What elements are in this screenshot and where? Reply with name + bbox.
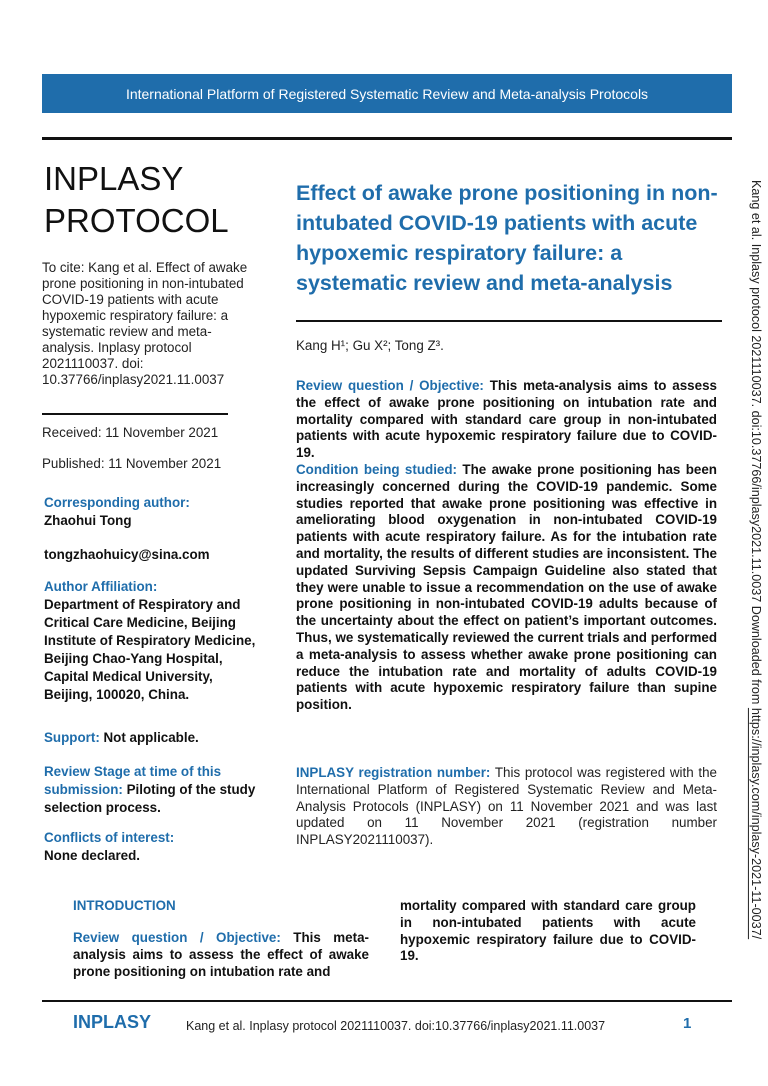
page-number: 1 [683, 1015, 692, 1032]
support-text: Not applicable. [103, 730, 199, 745]
review-stage-text: Piloting of the study selection process. [44, 782, 256, 815]
introduction-column-2: mortality compared with standard care group in non-intubated patients with acute hypoxemic respiratory failure due to COVID-19. [400, 898, 696, 964]
brand-line-1: INPLASY [44, 160, 184, 197]
affiliation-label: Author Affiliation: [44, 579, 158, 594]
review-stage [44, 763, 264, 817]
introduction-text-a: This meta-analysis aims to assess the effect of awake prone positioning on intubation rate and [73, 930, 369, 979]
corresponding-email[interactable]: tongzhaohuicy@sina.com [44, 547, 210, 562]
left-rule [42, 413, 228, 415]
conflicts-of-interest [44, 829, 264, 865]
support-label: Support: [44, 730, 100, 745]
registration-text: This protocol was registered with the International Platform of Registered Systematic Review and Meta-Analysis Protocols (INPLASY) on 11 November 2021 and was last updated on 11 November 2021 (registration number INPLASY2021110037). [296, 765, 717, 848]
introduction-label: Review question / Objective: [73, 930, 281, 945]
top-rule [42, 137, 732, 140]
registration-label: INPLASY registration number: [296, 765, 491, 780]
brand-line-2: PROTOCOL [44, 202, 229, 239]
objective-paragraph [296, 378, 717, 462]
introduction-heading: INTRODUCTION [73, 898, 176, 913]
paper-title: Effect of awake prone positioning in non-intubated COVID-19 patients with acute hypoxemic respiratory failure: a systematic review and meta-analysis [296, 181, 718, 295]
title-rule [296, 320, 722, 322]
abstract [296, 378, 717, 714]
footer-citation: Kang et al. Inplasy protocol 2021110037. doi:10.37766/inplasy2021.11.0037 [186, 1019, 606, 1033]
footer-brand: INPLASY [73, 1012, 152, 1032]
review-stage-label: Review Stage at time of this submission: [44, 764, 222, 797]
condition-label: Condition being studied: [296, 461, 458, 477]
side-download-note [749, 180, 763, 939]
side-note-text: Kang et al. Inplasy protocol 2021110037. doi:10.37766/inplasy2021.11.0037 Downloaded from [749, 180, 763, 708]
author-affiliation [44, 578, 264, 704]
corresponding-author [44, 494, 264, 564]
authors: Kang H¹; Gu X²; Tong Z³. [296, 338, 444, 353]
side-note-link[interactable]: https://inplasy.com/inplasy-2021-11-0037/ [749, 707, 763, 940]
published-date: Published: 11 November 2021 [42, 456, 222, 471]
support [44, 729, 264, 747]
conflicts-label: Conflicts of interest: [44, 830, 175, 845]
condition-text: The awake prone positioning has been increasingly concerned during the COVID-19 pandemic. Some studies reported that awake prone positioning was effective in ameliorating blood oxygenation in non-intubated COVID-19 patients with acute respiratory failure. As for the intubation rate and mortality, the results of different studies are inconsistent. The updated Surviving Sepsis Campaign Guideline also stated that they were unable to issue a recommendation on the use of awake prone positioning in non-intubated COVID-19 adults because of the uncertainty about the effect on patient’s important outcomes. Thus, we systematically reviewed the current trials and performed a meta-analysis to assess whether awake prone positioning can reduce the intubation rate and mortality of adults COVID-19 patients with acute hypoxemic respiratory failure than supine position. [296, 461, 717, 713]
received-date: Received: 11 November 2021 [42, 425, 219, 440]
introduction-column-1 [73, 930, 369, 980]
condition-paragraph [296, 462, 717, 714]
conflicts-text: None declared. [44, 848, 140, 863]
affiliation-text: Department of Respiratory and Critical Care Medicine, Beijing Institute of Respiratory Medicine, Beijing Chao-Yang Hospital, Capital Medical University, Beijing, 100020, China. [44, 597, 256, 702]
banner-text: International Platform of Registered Systematic Review and Meta-analysis Protocols [125, 85, 649, 102]
citation: To cite: Kang et al. Effect of awake prone positioning in non-intubated COVID-19 patients with acute hypoxemic respiratory failure: a systematic review and meta-analysis. Inplasy protocol 2021110037. doi: 10.37766/inplasy2021.11.0037 [42, 260, 248, 387]
journal-brand [44, 158, 264, 242]
objective-label: Review question / Objective: [296, 378, 484, 393]
registration-paragraph [296, 765, 717, 849]
header-banner [42, 74, 732, 113]
corresponding-label: Corresponding author: [44, 495, 190, 510]
corresponding-name: Zhaohui Tong [44, 513, 132, 528]
footer-rule [42, 1000, 732, 1002]
objective-text: This meta-analysis aims to assess the effect of awake prone positioning on intubation rate and mortality compared with standard care group in non-intubated patients with acute hypoxemic respiratory failure due to COVID-19. [296, 378, 717, 461]
